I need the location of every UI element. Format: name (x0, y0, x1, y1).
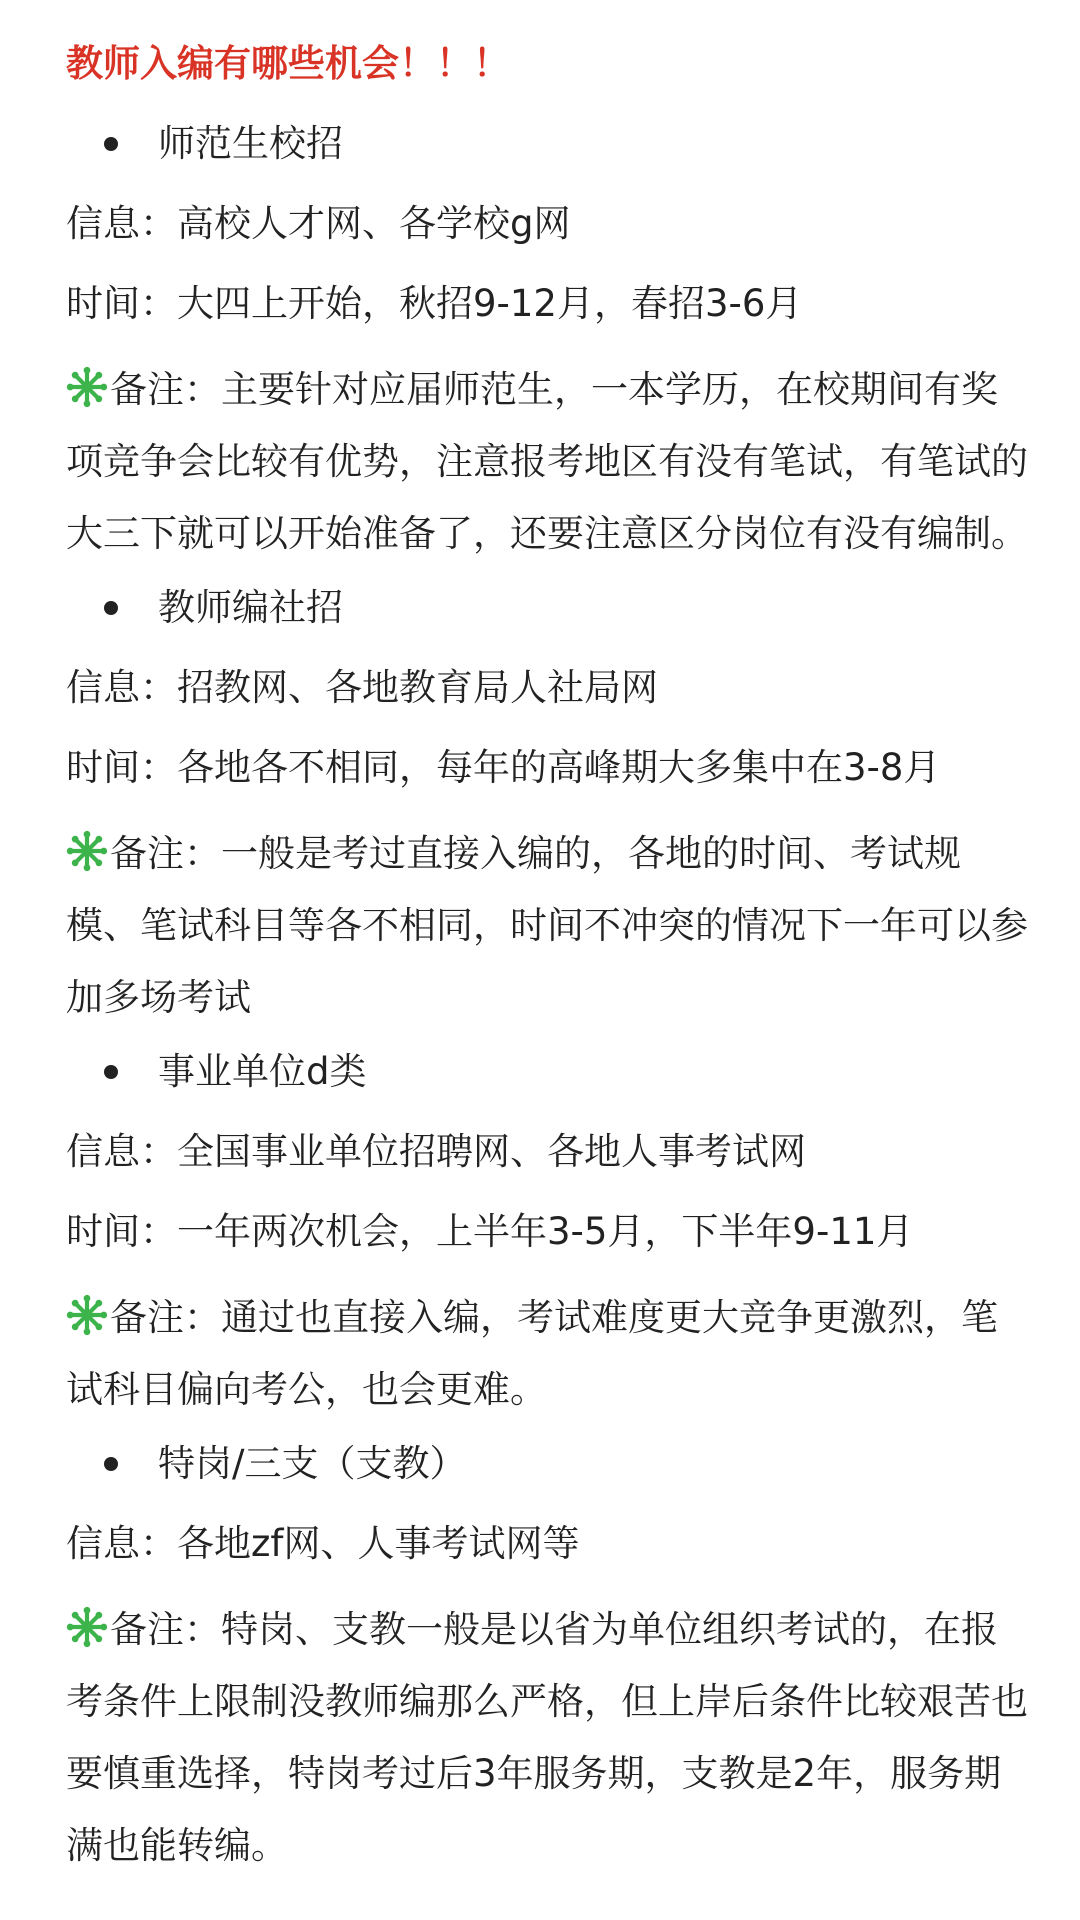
note-line (66, 354, 1046, 426)
note-text: 考条件上限制没教师编那么严格，但上岸后条件比较艰苦也 (66, 1680, 1028, 1723)
section-heading-row (66, 1042, 1046, 1102)
section-4 (66, 1434, 1046, 1882)
note-text: 备注：特岗、支教一般是以省为单位组织考试的，在报 (110, 1608, 998, 1651)
section-heading-row (66, 1434, 1046, 1494)
note-text: 大三下就可以开始准备了，还要注意区分岗位有没有编制。 (66, 512, 1028, 555)
section-time: 时间：大四上开始，秋招9-12月，春招3-6月 (66, 282, 803, 325)
green-asterisk-icon (66, 1606, 108, 1648)
note-text: 加多场考试 (66, 976, 251, 1019)
page-title: 教师入编有哪些机会！！！ (66, 42, 510, 85)
bullet-dot-icon (104, 1457, 118, 1471)
bullet-dot-icon (104, 601, 118, 615)
note-line (66, 890, 1046, 962)
note-text: 要慎重选择，特岗考过后3年服务期，支教是2年，服务期 (66, 1752, 1002, 1795)
green-asterisk-icon (66, 830, 108, 872)
section-info: 信息：招教网、各地教育局人社局网 (66, 666, 658, 709)
section-heading: 师范生校招 (158, 122, 343, 165)
section-info: 信息：各地zf网、人事考试网等 (66, 1522, 580, 1565)
bullet-dot-icon (104, 137, 118, 151)
section-heading-row (66, 578, 1046, 638)
section-note (66, 1594, 1046, 1882)
section-note (66, 1282, 1046, 1426)
section-heading: 特岗/三支（支教） (158, 1442, 467, 1485)
note-text: 模、笔试科目等各不相同，时间不冲突的情况下一年可以参 (66, 904, 1028, 947)
note-line (66, 426, 1046, 498)
section-info: 信息：全国事业单位招聘网、各地人事考试网 (66, 1130, 806, 1173)
section-2 (66, 578, 1046, 1034)
section-3 (66, 1042, 1046, 1426)
note-line (66, 1666, 1046, 1738)
green-asterisk-icon (66, 366, 108, 408)
section-1 (66, 114, 1046, 570)
section-time: 时间：各地各不相同，每年的高峰期大多集中在3-8月 (66, 746, 941, 789)
bullet-dot-icon (104, 1065, 118, 1079)
note-line (66, 1282, 1046, 1354)
section-heading-row (66, 114, 1046, 174)
note-line (66, 962, 1046, 1034)
section-note (66, 354, 1046, 570)
note-text: 项竞争会比较有优势，注意报考地区有没有笔试，有笔试的 (66, 440, 1028, 483)
section-note (66, 818, 1046, 1034)
note-text: 备注：一般是考过直接入编的，各地的时间、考试规 (110, 832, 961, 875)
note-line (66, 1594, 1046, 1666)
note-text: 备注：通过也直接入编，考试难度更大竞争更激烈，笔 (110, 1296, 998, 1339)
section-heading: 事业单位d类 (158, 1050, 367, 1093)
note-line (66, 498, 1046, 570)
note-line (66, 1810, 1046, 1882)
note-text: 试科目偏向考公，也会更难。 (66, 1368, 547, 1411)
section-heading: 教师编社招 (158, 586, 343, 629)
sections-container (66, 114, 1046, 1882)
green-asterisk-icon (66, 1294, 108, 1336)
note-text: 满也能转编。 (66, 1824, 288, 1867)
note-text: 备注：主要针对应届师范生，一本学历，在校期间有奖 (110, 368, 998, 411)
note-line (66, 1738, 1046, 1810)
section-time: 时间：一年两次机会，上半年3-5月，下半年9-11月 (66, 1210, 914, 1253)
section-info: 信息：高校人才网、各学校g网 (66, 202, 571, 245)
note-line (66, 818, 1046, 890)
note-line (66, 1354, 1046, 1426)
